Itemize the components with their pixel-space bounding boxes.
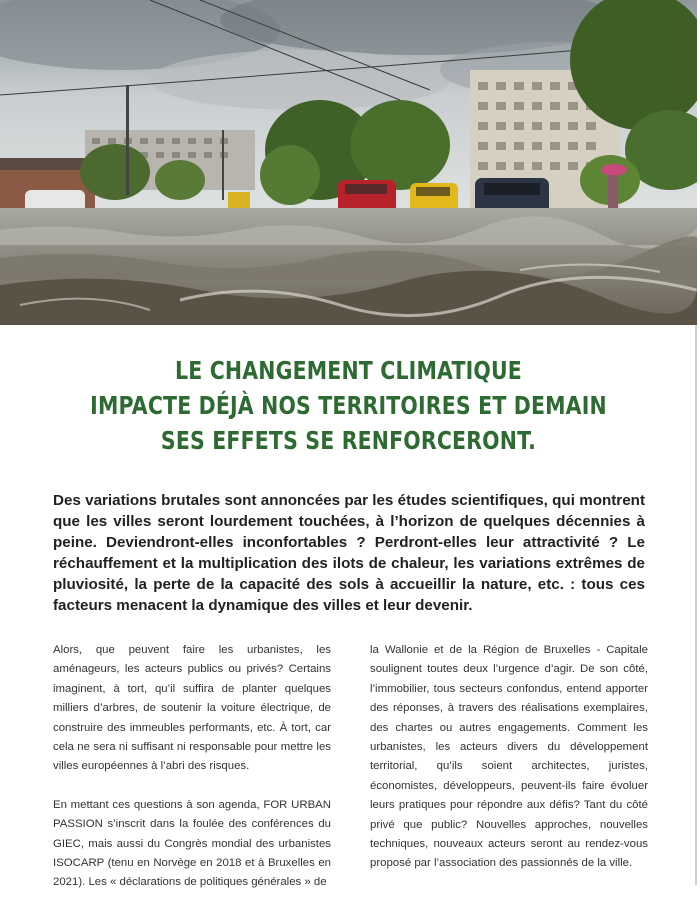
intro-paragraph: Des variations brutales sont annoncées par les études scientifiques, qui montrent que les villes seront lourdement touchées, à l’horizon de quelques décennies à peine. Deviendront-elles inconfortables ? Perdront-elles leur attractivité ? Le réchauffement et la multiplication des ilots de chaleur, les variations extrêmes de pluviosité, la perte de la capacité des sols à accueillir la nature, etc. : tous ces facteurs menacent la dynamique des villes et leur devenir. bbox=[53, 492, 645, 614]
body-paragraph: En mettant ces questions à son agenda, FOR URBAN PASSION s’inscrit dans la foulée des conférences du GIEC, mais aussi du Congrès mondial des urbanistes ISOCARP (tenu en Norvège en 2018 et à Bruxelles en 2021). Les « déclarations de politiques générales » de bbox=[53, 798, 331, 889]
headline bbox=[63, 353, 635, 458]
flooded-street-illustration bbox=[0, 0, 697, 325]
headline-line-2: IMPACTE DÉJÀ NOS TERRITOIRES ET DEMAIN bbox=[90, 391, 607, 420]
body-paragraph: la Wallonie et de la Région de Bruxelles - Capitale soulignent toutes deux l’urgence d’agir. De son côté, l’immobilier, tous secteurs confondus, entend apporter des réponses, à travers des réalisations exemplaires, des chartes ou autres engagements. Comment les urbanistes, les acteurs divers du développement territorial, qu’ils soient architectes, juristes, économistes, développeurs, peuvent-ils faire évoluer leurs pratiques pour répondre aux défis? Tant du côté privé que public? Nouvelles approches, nouvelles techniques, nouveaux acteurs seront au rendez-vous proposé par l’association des passionnés de la ville. bbox=[370, 644, 648, 870]
body-paragraph: Alors, que peuvent faire les urbanistes, les aménageurs, les acteurs publics ou privés? Certains imaginent, à tort, qu’il suffira de planter quelques milliers d’arbres, de soutenir la voiture électrique, de construire des immeubles performants, etc. À tort, car cela ne sera ni suffisant ni responsable pour mettre les villes européennes à l’abri des risques. bbox=[53, 644, 331, 773]
body-column-right bbox=[370, 641, 648, 893]
body-column-left bbox=[53, 641, 331, 912]
flooded-street-photo bbox=[0, 0, 697, 325]
headline-line-1: LE CHANGEMENT CLIMATIQUE bbox=[175, 356, 522, 385]
headline-line-3: SES EFFETS SE RENFORCERONT. bbox=[160, 426, 537, 455]
